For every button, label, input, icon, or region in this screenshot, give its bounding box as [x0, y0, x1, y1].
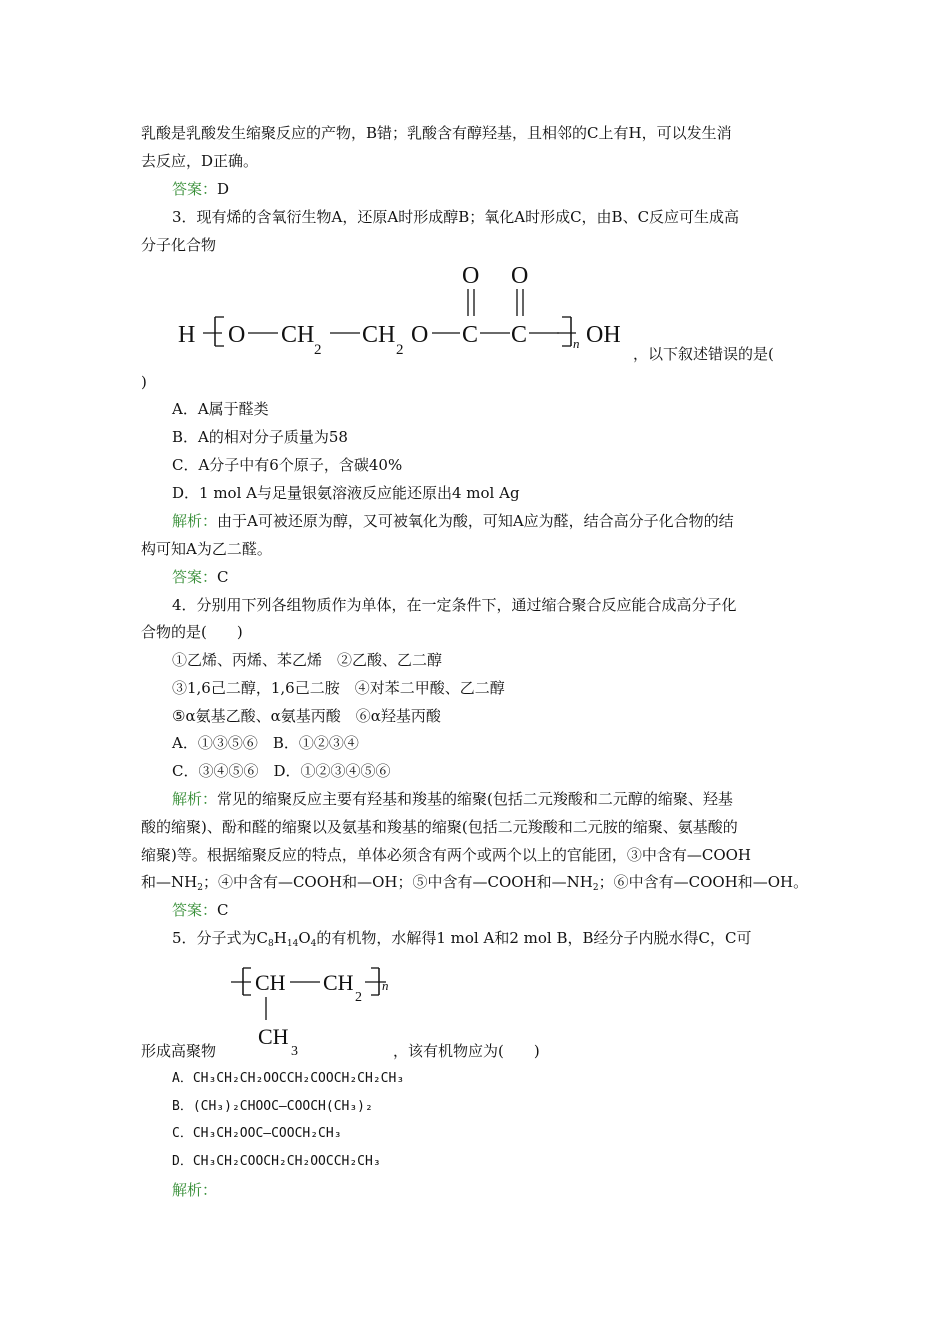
subscript: 4	[310, 939, 317, 949]
q4-explanation-4	[141, 872, 808, 892]
text-run: H	[273, 929, 287, 947]
q3-explanation-2: 构可知A为乙二醛。	[141, 540, 272, 558]
text-run: 5．分子式为C	[172, 929, 269, 947]
explanation-label: 解析：	[172, 1181, 218, 1199]
q3-option-c: C．A分子中有6个原子，含碳40%	[172, 456, 403, 474]
formula1-ch-2: CH	[362, 322, 396, 348]
q5-option-d: D．CH₃CH₂COOCH₂CH₂OOCCH₂CH₃	[172, 1154, 381, 1169]
q4-choices-2: ③1,6己二醇，1,6己二胺 ④对苯二甲酸、乙二醇	[172, 679, 505, 697]
answer-label: 答案：	[172, 568, 218, 586]
formula2-ch: CH	[255, 970, 286, 995]
formula1-c-1: C	[462, 322, 479, 348]
formula2-sub3: 3	[291, 1044, 298, 1059]
answer-value: D	[217, 180, 230, 198]
explanation-label: 解析：	[172, 512, 218, 530]
formula1-sub-1: 2	[314, 342, 322, 358]
answer-prev	[172, 179, 229, 199]
q5-option-a: A．CH₃CH₂CH₂OOCCH₂COOCH₂CH₂CH₃	[172, 1071, 405, 1086]
subscript: 14	[286, 939, 299, 949]
answer-value: C	[217, 901, 229, 919]
q3-stem-close: )	[141, 373, 147, 391]
q3-option-b: B．A的相对分子质量为58	[172, 428, 348, 446]
q4-answer	[172, 900, 229, 920]
formula2-ch2: CH	[323, 970, 354, 995]
q5-stem-1	[172, 928, 751, 948]
q4-explanation-2: 酸的缩聚)、酚和醛的缩聚以及氨基和羧基的缩聚(包括二元羧酸和二元胺的缩聚、氨基酸的	[141, 818, 738, 836]
formula1-h: H	[178, 322, 196, 348]
explanation-label: 解析：	[172, 790, 218, 808]
text-run: ；⑥中含有—COOH和—OH。	[598, 873, 809, 891]
q3-stem-1: 3．现有烯的含氧衍生物A，还原A时形成醇B；氧化A时形成C，由B、C反应可生成高	[172, 208, 740, 226]
q5-option-c: C．CH₃CH₂OOC—COOCH₂CH₃	[172, 1126, 342, 1141]
formula2-n: n	[382, 978, 389, 993]
q4-explanation-3: 缩聚)等。根据缩聚反应的特点，单体必须含有两个或两个以上的官能团，③中含有—COOH	[141, 846, 752, 864]
text-run: 和—NH	[141, 873, 198, 891]
q4-stem-2: 合物的是( )	[141, 623, 243, 641]
text-run: 的有机物，水解得1 mol A和2 mol B，B经分子内脱水得C，C可	[316, 929, 752, 947]
formula1-oh: OH	[586, 322, 621, 348]
q4-stem-1: 4．分别用下列各组物质作为单体，在一定条件下，通过缩合聚合反应能合成高分子化	[172, 596, 737, 614]
formula1-c-2: C	[511, 322, 528, 348]
carbonyl-o-2: O	[511, 263, 529, 289]
q3-stem-2: 分子化合物	[141, 236, 217, 254]
formula1-o-2: O	[411, 322, 429, 348]
carbonyl-o-1: O	[462, 263, 480, 289]
answer-label: 答案：	[172, 180, 218, 198]
q5-option-b: B．(CH₃)₂CHOOC—COOCH(CH₃)₂	[172, 1099, 373, 1114]
formula2-sub2: 2	[355, 990, 362, 1005]
intro-line-2: 去反应，D正确。	[141, 152, 259, 170]
q3-stem-tail: ，以下叙述错误的是(	[633, 345, 774, 363]
q5-stem-2a: 形成高聚物	[141, 1042, 217, 1060]
text-run: O	[298, 929, 311, 947]
formula1-ch-1: CH	[281, 322, 315, 348]
q4-choices-1: ①乙烯、丙烯、苯乙烯 ②乙酸、乙二醇	[172, 651, 443, 669]
q5-stem-2b: ，该有机物应为( )	[393, 1042, 540, 1060]
subscript: 2	[197, 883, 203, 893]
formula1-o-1: O	[228, 322, 246, 348]
q3-explanation-1	[172, 511, 734, 531]
subscript: 2	[592, 883, 599, 893]
q4-explanation-1	[172, 789, 733, 809]
formula2-ch3: CH	[258, 1024, 289, 1049]
q4-option-ab: A．①③⑤⑥ B．①②③④	[172, 734, 359, 752]
explanation-text: 由于A可被还原为醇，又可被氧化为酸，可知A应为醛，结合高分子化合物的结	[217, 512, 734, 530]
answer-label: 答案：	[172, 901, 218, 919]
explanation-text: 常见的缩聚反应主要有羟基和羧基的缩聚(包括二元羧酸和二元醇的缩聚、羟基	[217, 790, 733, 808]
q4-choices-3: ⑤α氨基乙酸、α氨基丙酸 ⑥α羟基丙酸	[172, 707, 441, 725]
q5-explanation	[172, 1180, 217, 1200]
formula1-n: n	[573, 336, 580, 351]
q3-option-d: D．1 mol A与足量银氨溶液反应能还原出4 mol Ag	[172, 484, 520, 502]
text-run: ；④中含有—COOH和—OH；⑤中含有—COOH和—NH	[202, 873, 593, 891]
q4-option-cd: C．③④⑤⑥ D．①②③④⑤⑥	[172, 762, 391, 780]
subscript: 8	[268, 939, 274, 949]
answer-value: C	[217, 568, 229, 586]
q3-answer	[172, 567, 229, 587]
intro-line-1: 乳酸是乳酸发生缩聚反应的产物，B错；乳酸含有醇羟基，且相邻的C上有H，可以发生消	[141, 124, 732, 142]
q3-option-a: A．A属于醛类	[172, 400, 269, 418]
formula1-sub-2: 2	[396, 342, 404, 358]
